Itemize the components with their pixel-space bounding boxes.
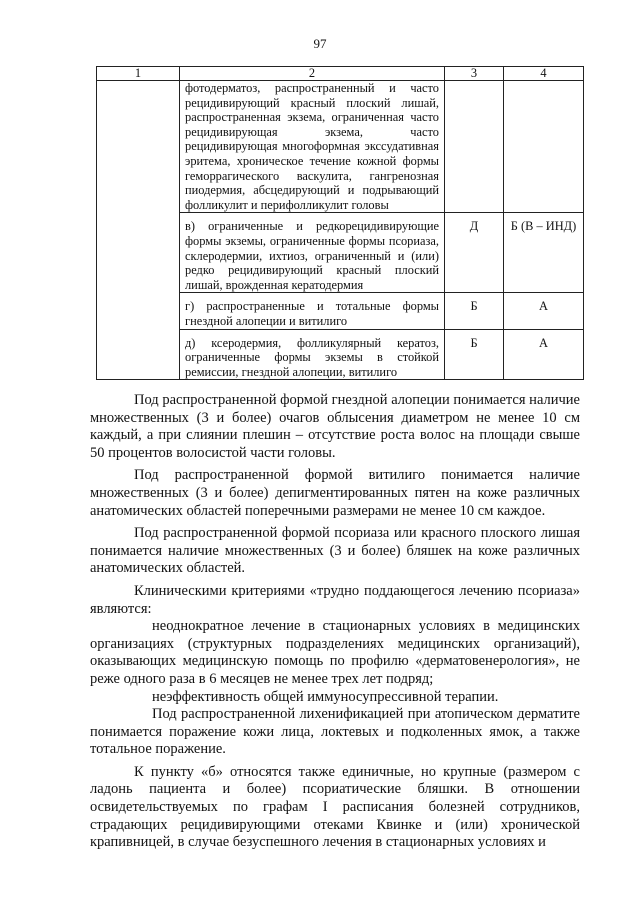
- category-cell-4: А: [504, 329, 584, 380]
- paragraph: Под распространенной формой псориаза или красного плоского лишая понимается наличие множественных (3 и более) бляшек на коже различных анатомических областей.: [90, 525, 580, 577]
- column-header-1: 1: [97, 67, 180, 81]
- diagnosis-cell: г) распространенные и тотальные формы гнездной алопеции и витилиго: [180, 293, 445, 329]
- category-cell-3: Д: [445, 213, 504, 293]
- diagnosis-cell: в) ограниченные и редкорецидивирующие формы экземы, ограниченные формы псориаза, склеродермии, ихтиоз, ограниченный и (или) редко рецидивирующий красный плоский лишай, врожденная кератодермия: [180, 213, 445, 293]
- column-header-4: 4: [504, 67, 584, 81]
- diagnosis-cell: фотодерматоз, распространенный и часто рецидивирующий красный плоский лишай, распространенная экзема, ограниченная часто рецидивирующая экзема, часто рецидивирующая многоформная экссудативная эритема, хроническое течение кожной формы геморрагического васкулита, гангренозная пиодермия, абсцедирующий и подрывающий фолликулит и перифолликулит головы: [180, 81, 445, 213]
- category-cell-4: Б (В – ИНД): [504, 213, 584, 293]
- page-number: 97: [313, 36, 327, 51]
- column-header-2: 2: [180, 67, 445, 81]
- category-cell-4: [504, 81, 584, 213]
- category-cell-4: А: [504, 293, 584, 329]
- category-cell-3: Б: [445, 293, 504, 329]
- paragraph: Под распространенной формой витилиго понимается наличие множественных (3 и более) депигментированных пятен на коже различных анатомических областей поперечными размерами не менее 10 см каждое.: [90, 467, 580, 519]
- disease-table: [96, 66, 584, 380]
- paragraph: неэффективность общей иммуносупрессивной терапии.: [152, 688, 499, 705]
- table-header-row: [97, 67, 584, 81]
- paragraph: Под распространенной формой гнездной алопеции понимается наличие множественных (3 и более) очагов облысения диаметром не менее 10 см каждый, а при слиянии плешин – отсутствие роста волос на площади свыше 50 процентов волосистой части головы.: [90, 392, 580, 461]
- body-text: [90, 392, 580, 852]
- paragraph: неоднократное лечение в стационарных условиях в медицинских организациях (структурных подразделениях медицинских организаций), оказывающих медицинскую помощь по профилю «дерматовенерология», не реже одного раза в 6 месяцев не менее трех лет подряд;: [90, 618, 580, 687]
- paragraph: К пункту «б» относятся также единичные, но крупные (размером с ладонь пациента и более) псориатические бляшки. В отношении освидетельствуемых по графам I расписания болезней сотрудников, страдающих рецидивирующими отеками Квинке и (или) хронической крапивницей, в случае безуспешного лечения в стационарных условиях и: [90, 763, 580, 851]
- category-cell-3: Б: [445, 329, 504, 380]
- column-header-3: 3: [445, 67, 504, 81]
- paragraph: Под распространенной лихенификацией при атопическом дерматите понимается поражение кожи лица, локтевых и подколенных ямок, а также тотальное поражение.: [90, 706, 580, 758]
- diagnosis-cell: д) ксеродермия, фолликулярный кератоз, ограниченные формы экземы в стойкой ремиссии, гнездной алопеции, витилиго: [180, 329, 445, 380]
- table-row: [97, 81, 584, 213]
- category-cell-3: [445, 81, 504, 213]
- paragraph: Клиническими критериями «трудно поддающегося лечению псориаза» являются:: [90, 582, 580, 617]
- article-cell: [97, 81, 180, 380]
